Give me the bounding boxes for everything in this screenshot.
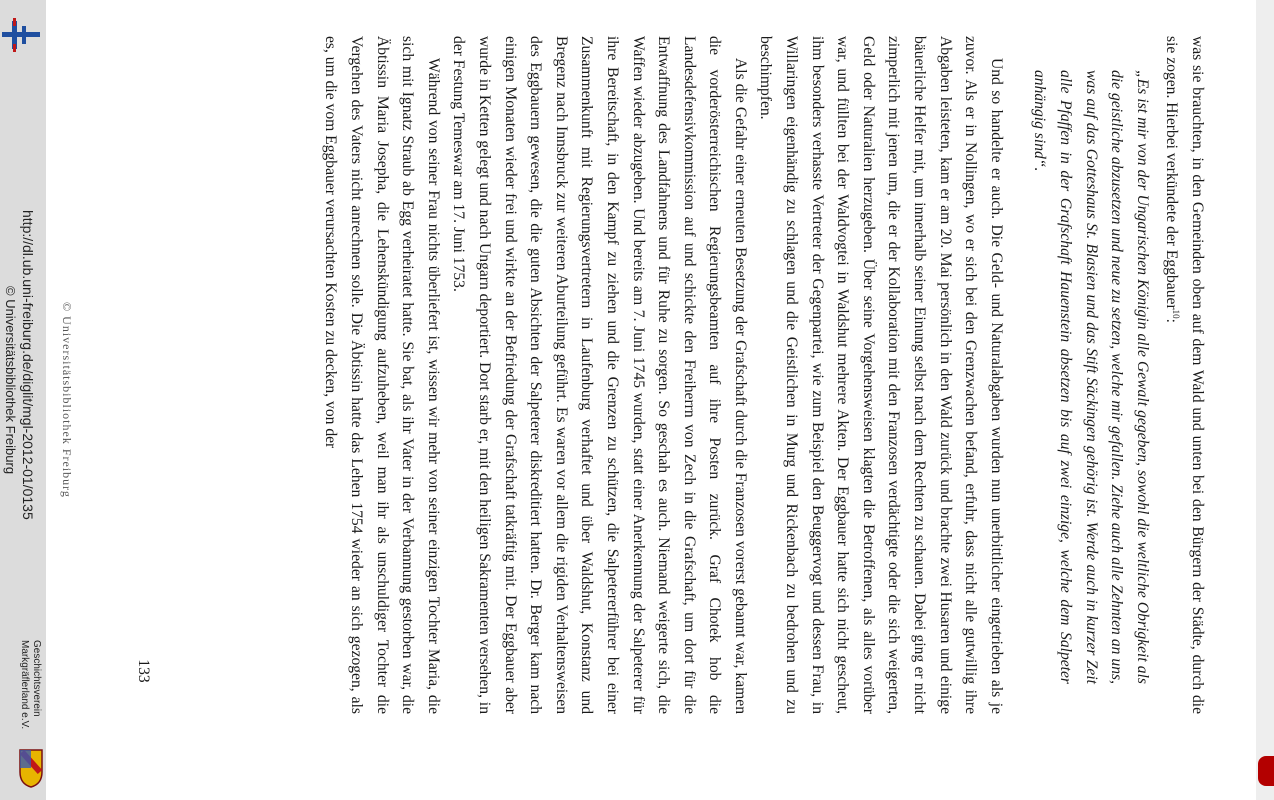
scanned-page [60, 0, 1230, 800]
copyright-text: © Universitätsbibliothek Freiburg [3, 286, 18, 475]
footnote-ref: 10 [1171, 309, 1182, 319]
right-sidebar [1256, 0, 1274, 800]
running-header: © Universitätsbibliothek Freiburg [60, 302, 74, 498]
paragraph-4: Während von seiner Frau nichts überliefert ist, wissen wir mehr von seiner einzigen Tochter Maria, die sich mit Ignatz Straub ab Egg verheiratet hatte. Sie bat, als ihr Vater in der Verbannung gestorben war, die Äbtissin Maria Josepha, die Lehenskündigung aufzuheben, weil man ihr als unschuldiger Tochter die Vergehen des Vaters nicht anrechnen solle. Die Äbtissin hatte das Lehen 1754 wieder an sich gezogen, als es, um die vom Eggbauer verursachten Kosten zu decken, von der [322, 36, 442, 714]
viewer-footer [0, 0, 46, 800]
document-url-link[interactable]: http://dl.ub.uni-freiburg.de/diglit/mgl-2012-01/0135 [20, 210, 36, 520]
quote-block: „Es ist mir von der Ungarischen Königin alle Gewalt gegeben, sowohl die weltliche Obrigkeit als die geistliche abzusetzen und neue zu setzen, welche mir gefallen. Ziehe auch alle Zehnten an uns, was auf das Gotteshaus St. Blasien und das Stift Säckingen gehörig ist. Werde auch in kurzer Zeit alle Pfaffen in der Grafschaft Hauenstein absetzen bis auf zwei einzige, welche dem Salpeter anhängig sind“. [1031, 70, 1151, 684]
paragraph-3: Als die Gefahr einer erneuten Besetzung der Grafschaft durch die Franzosen vorerst gebannt war, kamen die vorderösterreichischen Regierungsbeamten auf ihre Posten zurück. Graf Chotek hob die Landesdefensivkommission auf und schickte den Freiherrn von Zech in die Grafschaft, um dort für die Entwaffnung des Landfahnens und für Ruhe zu sorgen. So geschah es auch. Niemand weigerte sich, die Waffen wieder abzugeben. Und bereits am 7. Juni 1745 wurden, statt einer Anerkennung der Salpeterer für ihre Bereitschaft, in den Kampf zu ziehen und die Grenzen zu schützen, die Salpetererführer bei einer Zusammenkunft mit Regierungsvertretern in Laufenburg verhaftet und über Waldshut, Konstanz und Bregenz nach Innsbruck zur weiteren Aburteilung geführt. Es waren vor allem die rigiden Verhaltensweisen des Eggbauern gewesen, die die guten Absichten der Salpeterer diskreditiert hatten. Dr. Berger kam nach einigen Monaten wieder frei und wirkte an der Befriedung der Grafschaft tatkräftig mit. Der Eggbauer aber wurde in Ketten gelegt und nach Ungarn deportiert. Dort starb er, mit den heiligen Sakramenten versehen, in der Festung Temeswar am 17. Juni 1753. [450, 36, 749, 714]
page-text [120, 36, 1210, 714]
verein-name [18, 640, 42, 729]
coat-of-arms-icon [18, 748, 44, 788]
paragraph-1: was sie brauchten, in den Gemeinden oben auf dem Wald und unten bei den Bürgern der Städte, durch die sie zogen. Hierbei verkündete der Eggbauer$^{10}$: [1163, 36, 1206, 714]
red-round-icon [1258, 756, 1274, 786]
verein-line-1: Geschichtsverein [31, 640, 42, 717]
page-number: 133 [135, 659, 152, 683]
paragraph-2: Und so handelte er auch. Die Geld- und Naturalabgaben wurden nun unerbittlicher eingetrieben als je zuvor. Als er in Nollingen, wo er sich bei den Grenzwachen befand, erfuhr, dass nicht alle gutwillig ihre Abgaben leisteten, kam er am 20. Mai persönlich in den Wald zurück und brachte zwei Husaren und einige bäuerliche Helfer mit, um innerhalb seiner Einung selbst nach dem Rechten zu schauen. Dabei ging er nicht zimperlich mit jenen um, die er der Kollaboration mit den Franzosen verdächtigte oder die sich weigerten, Geld oder Naturalien herzugeben. Über seine Vorgehensweisen klagten die Betroffenen, als alles vorüber war, und füllten bei der Waldvogtei in Waldshut mehrere Akten. Der Eggbauer hatte sich nicht gescheut, ihm besonders verhasste Vertreter der Gegenpartei, wie zum Beispiel den Beuggervogt und dessen Frau, in Willaringen eigenhändig zu schlagen und die Geistlichen in Murg und Rickenbach zu bedrohen und zu beschimpfen. [757, 36, 1005, 714]
verein-line-2: Markgräflerland e.V. [19, 640, 30, 730]
